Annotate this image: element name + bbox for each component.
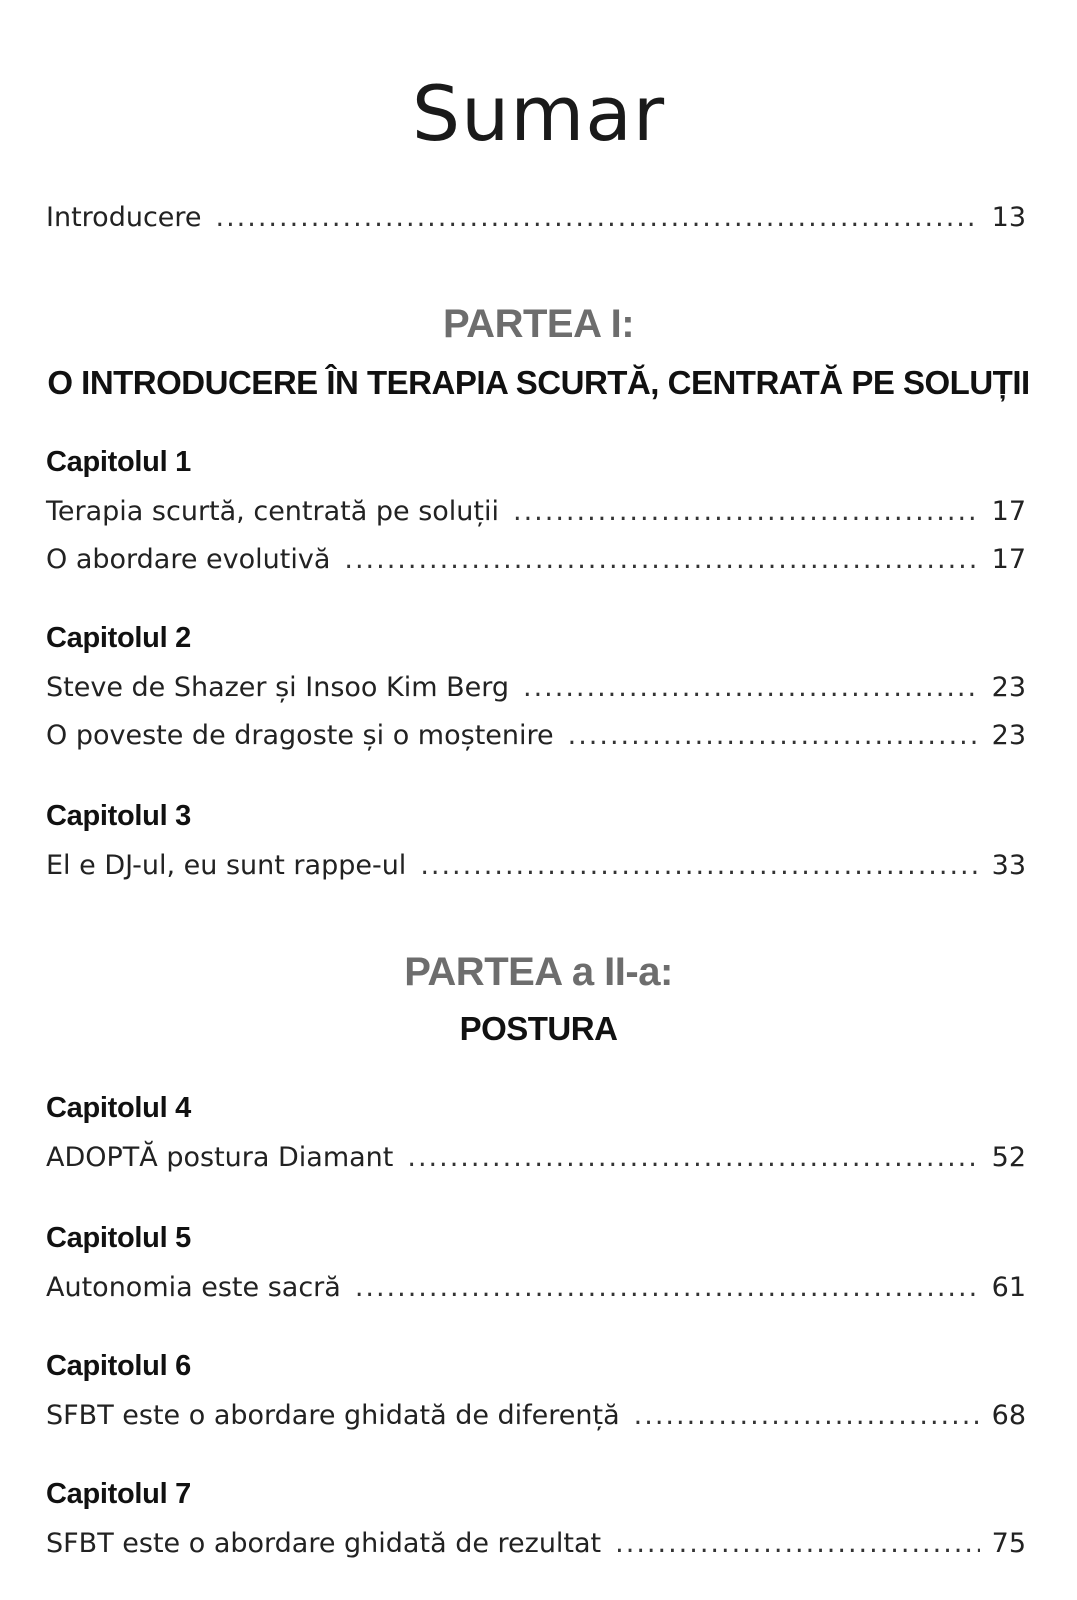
toc-entry-page: 61 [991,1272,1026,1303]
chapter-label: Capitolul 7 [46,1478,191,1510]
toc-entry[interactable] [46,720,1026,760]
toc-entry-page: 52 [991,1142,1026,1173]
part-heading: PARTEA a II-a: [404,950,673,994]
toc-entry-page: 23 [991,672,1026,703]
chapter-label: Capitolul 1 [46,446,191,478]
toc-entry-page: 17 [991,496,1026,527]
chapter-label: Capitolul 4 [46,1092,191,1124]
toc-entry-title: El e DJ-ul, eu sunt rappe-ul [46,850,407,881]
toc-entry-title: Autonomia este sacră [46,1272,341,1303]
chapter-label: Capitolul 3 [46,800,191,832]
toc-entry[interactable] [46,544,1026,584]
dot-leader [420,850,979,881]
dot-leader [344,544,979,575]
toc-entry-title: Steve de Shazer și Insoo Kim Berg [46,672,510,703]
toc-entry-page: 23 [991,720,1026,751]
toc-entry-page: 33 [991,850,1026,881]
toc-entry-title: SFBT este o abordare ghidată de diferență [46,1400,620,1431]
dot-leader [568,720,980,751]
toc-entry-page: 13 [991,202,1026,233]
toc-entry-title: O poveste de dragoste și o moștenire [46,720,554,751]
toc-entry-introduction[interactable] [46,202,1026,242]
chapter-label: Capitolul 5 [46,1222,191,1254]
toc-entry-title: Introducere [46,202,202,233]
toc-entry-page: 68 [991,1400,1026,1431]
toc-entry[interactable] [46,1142,1026,1182]
chapter-label: Capitolul 2 [46,622,191,654]
dot-leader [615,1528,979,1559]
dot-leader [216,202,980,233]
dot-leader [523,672,980,703]
toc-entry-page: 17 [991,544,1026,575]
toc-entry[interactable] [46,1400,1026,1440]
toc-entry[interactable] [46,1528,1026,1568]
part-heading: PARTEA I: [442,302,635,346]
toc-entry-title: Terapia scurtă, centrată pe soluții [46,496,499,527]
chapter-label: Capitolul 6 [46,1350,191,1382]
toc-entry-title: O abordare evolutivă [46,544,331,575]
toc-entry-page: 75 [991,1528,1026,1559]
toc-entry[interactable] [46,1272,1026,1312]
dot-leader [513,496,980,527]
page-title: Sumar [411,68,666,158]
dot-leader [355,1272,980,1303]
part-subtitle: POSTURA [459,1010,618,1047]
toc-entry[interactable] [46,850,1026,890]
dot-leader [634,1400,980,1431]
toc-entry[interactable] [46,672,1026,712]
toc-entry-title: ADOPTĂ postura Diamant [46,1142,394,1173]
part-subtitle: O INTRODUCERE ÎN TERAPIA SCURTĂ, CENTRATĂ PE SOLUȚII [47,364,1030,401]
dot-leader [407,1142,979,1173]
toc-entry-title: SFBT este o abordare ghidată de rezultat [46,1528,602,1559]
toc-entry[interactable] [46,496,1026,536]
